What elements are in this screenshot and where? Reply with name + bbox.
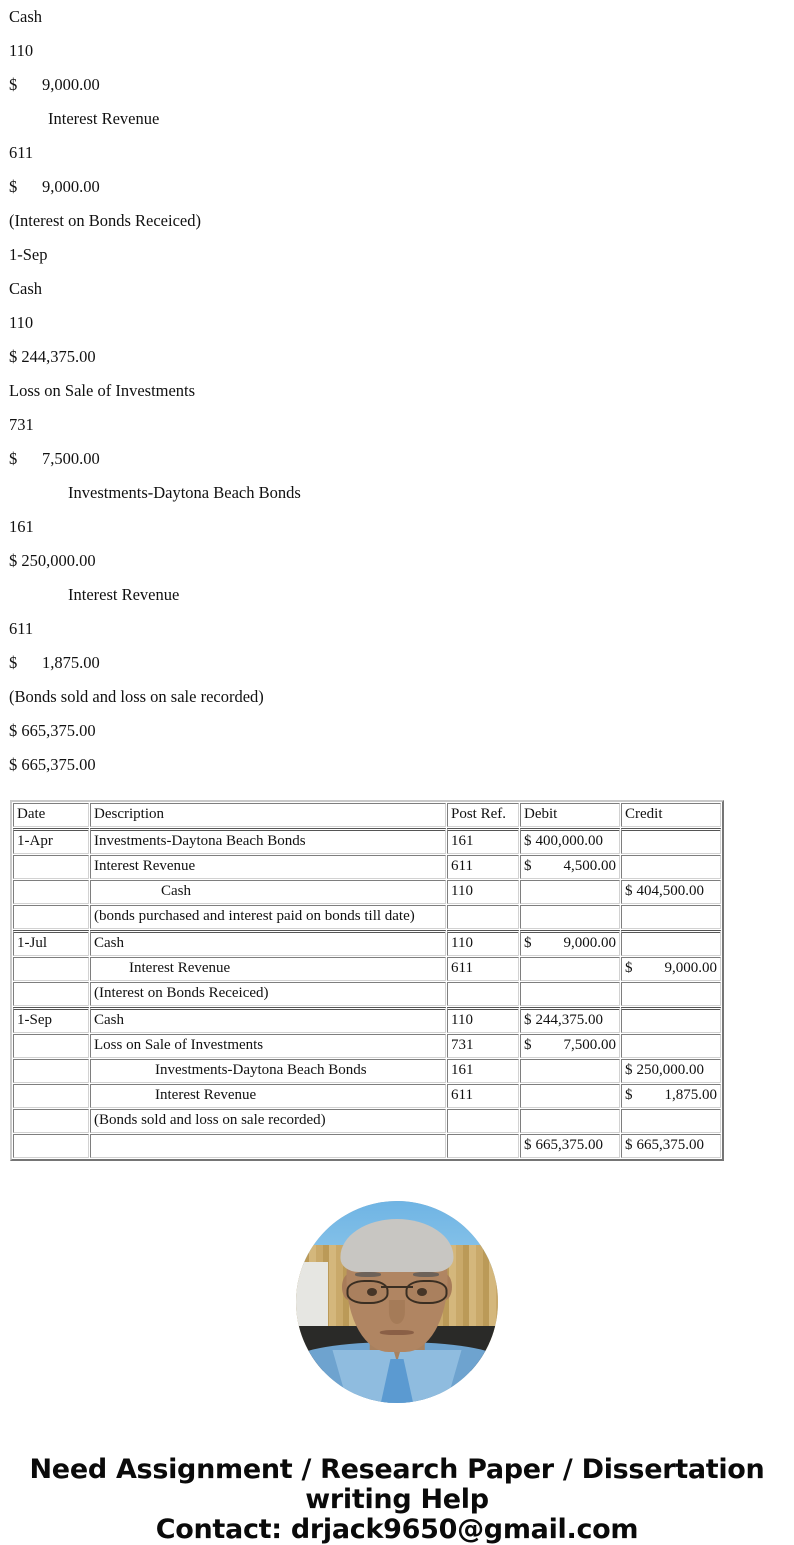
- cell-post-ref: 110: [447, 930, 519, 956]
- promo-line-2: writing Help: [305, 1484, 489, 1515]
- cell-debit-symbol: $: [524, 935, 532, 951]
- cell-debit-symbol: $: [524, 858, 532, 874]
- cell-credit: [621, 957, 721, 981]
- table-row: [13, 982, 721, 1006]
- journal-text-line: 611: [9, 619, 34, 638]
- table-row: [13, 855, 721, 879]
- cell-post-ref: [447, 982, 519, 1006]
- journal-text-line: 161: [9, 517, 34, 536]
- table-row: [13, 930, 721, 956]
- cell-description: Loss on Sale of Investments: [90, 1034, 446, 1058]
- cell-date: [13, 905, 89, 929]
- journal-text-line: $ 1,875.00: [9, 653, 100, 672]
- table-row: [13, 1134, 721, 1158]
- journal-table-body: [13, 828, 721, 1158]
- avatar-glasses-bridge: [381, 1286, 413, 1288]
- cell-description: Cash: [90, 930, 446, 956]
- cell-credit-symbol: $: [625, 1087, 633, 1103]
- cell-debit: [520, 855, 620, 879]
- cell-post-ref: 611: [447, 957, 519, 981]
- cell-debit-amount: 9,000.00: [563, 935, 616, 951]
- column-header-post-ref: Post Ref.: [447, 803, 519, 827]
- journal-text-line: Cash: [9, 7, 42, 26]
- cell-post-ref: 161: [447, 1059, 519, 1083]
- avatar-lens-left: [347, 1280, 389, 1304]
- cell-debit-amount: 244,375.00: [535, 1012, 603, 1028]
- cell-debit: [520, 982, 620, 1006]
- journal-text-line: (Interest on Bonds Receiced): [9, 211, 201, 230]
- column-header-date: Date: [13, 803, 89, 827]
- table-row: [13, 1034, 721, 1058]
- cell-date: [13, 957, 89, 981]
- cell-post-ref: [447, 1109, 519, 1133]
- cell-description: Interest Revenue: [90, 957, 446, 981]
- cell-credit-amount: 250,000.00: [636, 1062, 704, 1078]
- journal-text-line: 1-Sep: [9, 245, 48, 264]
- avatar-eyebrow-left: [355, 1272, 381, 1277]
- cell-date: [13, 1034, 89, 1058]
- journal-text-line: Loss on Sale of Investments: [9, 381, 196, 400]
- avatar: [296, 1201, 498, 1403]
- cell-credit-amount: 9,000.00: [664, 960, 717, 976]
- promo-contact-line: Contact: drjack9650@gmail.com: [155, 1514, 639, 1545]
- cell-debit: [520, 1059, 620, 1083]
- cell-credit-symbol: $: [625, 960, 633, 976]
- cell-credit: [621, 905, 721, 929]
- cell-credit-symbol: $: [625, 1062, 633, 1078]
- cell-description: Cash: [90, 880, 446, 904]
- cell-post-ref: 161: [447, 828, 519, 854]
- cell-debit: [520, 880, 620, 904]
- cell-description: Interest Revenue: [90, 1084, 446, 1108]
- cell-post-ref: 611: [447, 855, 519, 879]
- cell-post-ref: [447, 905, 519, 929]
- cell-debit: [520, 1084, 620, 1108]
- cell-credit: [621, 930, 721, 956]
- cell-date: [13, 982, 89, 1006]
- cell-debit-symbol: $: [524, 1012, 532, 1028]
- journal-text-line: (Bonds sold and loss on sale recorded): [9, 687, 264, 706]
- cell-description: (Bonds sold and loss on sale recorded): [90, 1109, 446, 1133]
- cell-post-ref: [447, 1134, 519, 1158]
- journal-table-container: [0, 782, 794, 1161]
- cell-post-ref: 110: [447, 880, 519, 904]
- journal-text-line: 110: [9, 41, 34, 60]
- journal-text-line: $ 9,000.00: [9, 75, 100, 94]
- avatar-section: [0, 1201, 794, 1403]
- table-row: [13, 905, 721, 929]
- cell-debit: [520, 1134, 620, 1158]
- journal-text-line: $ 244,375.00: [9, 347, 96, 366]
- cell-date: [13, 1059, 89, 1083]
- journal-text-line: 110: [9, 313, 34, 332]
- cell-debit: [520, 1109, 620, 1133]
- cell-debit-symbol: $: [524, 1037, 532, 1053]
- journal-text-line: 611: [9, 143, 34, 162]
- promo-footer: [0, 1455, 794, 1545]
- table-row: [13, 1059, 721, 1083]
- journal-text-line: $ 7,500.00: [9, 449, 100, 468]
- cell-description: Cash: [90, 1007, 446, 1033]
- cell-description: Interest Revenue: [90, 855, 446, 879]
- cell-debit-amount: 665,375.00: [535, 1137, 603, 1153]
- cell-date: [13, 1109, 89, 1133]
- journal-text-line: $ 665,375.00: [9, 755, 96, 774]
- cell-debit: [520, 957, 620, 981]
- journal-text-line: Cash: [9, 279, 42, 298]
- cell-credit: [621, 1134, 721, 1158]
- cell-credit: [621, 982, 721, 1006]
- journal-text-line: Investments-Daytona Beach Bonds: [68, 483, 301, 502]
- cell-date: [13, 880, 89, 904]
- cell-credit-amount: 1,875.00: [664, 1087, 717, 1103]
- journal-text-line: $ 250,000.00: [9, 551, 96, 570]
- table-row: [13, 957, 721, 981]
- cell-credit: [621, 1059, 721, 1083]
- cell-credit: [621, 828, 721, 854]
- cell-date: 1-Sep: [13, 1007, 89, 1033]
- cell-credit: [621, 1109, 721, 1133]
- avatar-mouth: [380, 1330, 414, 1335]
- cell-post-ref: 110: [447, 1007, 519, 1033]
- column-header-description: Description: [90, 803, 446, 827]
- cell-debit-amount: 7,500.00: [563, 1037, 616, 1053]
- cell-date: 1-Jul: [13, 930, 89, 956]
- cell-debit-amount: 400,000.00: [535, 833, 603, 849]
- cell-credit: [621, 1007, 721, 1033]
- cell-description: (Interest on Bonds Receiced): [90, 982, 446, 1006]
- cell-credit: [621, 1084, 721, 1108]
- journal-text-line: 731: [9, 415, 34, 434]
- cell-debit: [520, 1007, 620, 1033]
- journal-entries-table: [10, 800, 724, 1161]
- avatar-eyebrow-right: [413, 1272, 439, 1277]
- cell-description: Investments-Daytona Beach Bonds: [90, 828, 446, 854]
- cell-credit-amount: 404,500.00: [636, 883, 704, 899]
- cell-date: [13, 855, 89, 879]
- journal-text-line: Interest Revenue: [68, 585, 180, 604]
- cell-description: [90, 1134, 446, 1158]
- cell-debit-symbol: $: [524, 833, 532, 849]
- cell-description: Investments-Daytona Beach Bonds: [90, 1059, 446, 1083]
- table-row: [13, 1007, 721, 1033]
- cell-description: (bonds purchased and interest paid on bonds till date): [90, 905, 446, 929]
- cell-credit-amount: 665,375.00: [636, 1137, 704, 1153]
- table-row: [13, 880, 721, 904]
- cell-post-ref: 731: [447, 1034, 519, 1058]
- journal-text-line: $ 9,000.00: [9, 177, 100, 196]
- cell-debit-amount: 4,500.00: [563, 858, 616, 874]
- cell-credit: [621, 1034, 721, 1058]
- cell-credit: [621, 855, 721, 879]
- cell-date: 1-Apr: [13, 828, 89, 854]
- table-row: [13, 1109, 721, 1133]
- cell-debit-symbol: $: [524, 1137, 532, 1153]
- cell-debit: [520, 930, 620, 956]
- column-header-debit: Debit: [520, 803, 620, 827]
- table-header-row: [13, 803, 721, 827]
- journal-table-head: [13, 803, 721, 827]
- journal-text-line: $ 665,375.00: [9, 721, 96, 740]
- cell-credit-symbol: $: [625, 1137, 633, 1153]
- cell-post-ref: 611: [447, 1084, 519, 1108]
- cell-debit: [520, 905, 620, 929]
- cell-date: [13, 1134, 89, 1158]
- column-header-credit: Credit: [621, 803, 721, 827]
- cell-debit: [520, 828, 620, 854]
- cell-credit: [621, 880, 721, 904]
- journal-text-line: Interest Revenue: [48, 109, 160, 128]
- avatar-lens-right: [405, 1280, 447, 1304]
- cell-date: [13, 1084, 89, 1108]
- table-row: [13, 828, 721, 854]
- promo-line-1: Need Assignment / Research Paper / Dissertation: [29, 1454, 765, 1485]
- table-row: [13, 1084, 721, 1108]
- cell-debit: [520, 1034, 620, 1058]
- cell-credit-symbol: $: [625, 883, 633, 899]
